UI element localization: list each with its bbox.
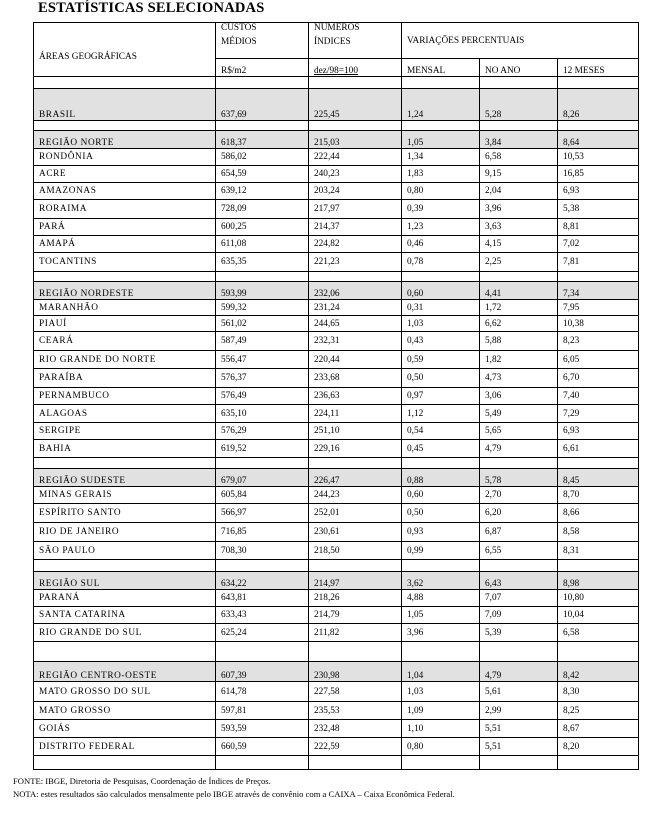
numero-indice-cell: 244,65 xyxy=(309,316,402,332)
separator-cell xyxy=(34,458,216,469)
state-row xyxy=(34,332,639,351)
variacao-no-ano-cell: 5,51 xyxy=(480,720,558,738)
separator-cell xyxy=(216,272,309,282)
separator-cell xyxy=(480,756,558,770)
footer-note: NOTA: estes resultados são calculados mensalmente pelo IBGE através de convênio com a CAIXA – Caixa Econômica Federal. xyxy=(13,789,455,799)
separator-row xyxy=(34,77,639,89)
area-name-cell: RIO GRANDE DO NORTE xyxy=(34,351,216,369)
separator-cell xyxy=(34,560,216,572)
custo-medio-cell: 597,81 xyxy=(216,702,309,720)
numero-indice-cell: 211,82 xyxy=(309,624,402,642)
variacao-no-ano-cell: 6,87 xyxy=(480,523,558,542)
custo-medio-cell: 716,85 xyxy=(216,523,309,542)
variacao-12-meses-cell: 8,81 xyxy=(558,219,639,236)
separator-row xyxy=(34,458,639,469)
variacao-12-meses-cell: 8,26 xyxy=(558,89,639,121)
variacao-no-ano-cell: 2,99 xyxy=(480,702,558,720)
numero-indice-cell: 232,06 xyxy=(309,282,402,300)
custo-medio-cell: 654,59 xyxy=(216,166,309,183)
document-title: ESTATÍSTICAS SELECIONADAS xyxy=(38,0,265,16)
variacao-12-meses-cell: 8,31 xyxy=(558,542,639,560)
variacao-mensal-cell: 0,50 xyxy=(402,369,480,388)
variacao-12-meses-cell: 10,38 xyxy=(558,316,639,332)
separator-cell xyxy=(309,77,402,89)
state-row xyxy=(34,590,639,607)
custo-medio-cell: 635,35 xyxy=(216,253,309,272)
variacao-mensal-cell: 1,83 xyxy=(402,166,480,183)
variacao-mensal-cell: 0,39 xyxy=(402,200,480,219)
custo-medio-cell: 576,29 xyxy=(216,423,309,440)
state-row xyxy=(34,682,639,702)
variacao-no-ano-cell: 9,15 xyxy=(480,166,558,183)
variacao-12-meses-cell: 8,45 xyxy=(558,469,639,487)
variacao-12-meses-cell: 6,61 xyxy=(558,440,639,458)
area-name-cell: PARÁ xyxy=(34,219,216,236)
areas-header: ÁREAS GEOGRÁFICAS xyxy=(34,23,216,77)
variacao-mensal-cell: 0,99 xyxy=(402,542,480,560)
custo-medio-cell: 600,25 xyxy=(216,219,309,236)
variacao-mensal-cell: 1,23 xyxy=(402,219,480,236)
separator-cell xyxy=(558,642,639,662)
region-row xyxy=(34,282,639,300)
footer-source: FONTE: IBGE, Diretoria de Pesquisas, Coordenação de Índices de Preços. xyxy=(13,776,271,786)
custo-medio-cell: 576,49 xyxy=(216,388,309,405)
separator-cell xyxy=(34,77,216,89)
custo-medio-cell: 637,69 xyxy=(216,89,309,121)
numero-indice-cell: 218,26 xyxy=(309,590,402,607)
variacao-12-meses-cell: 8,42 xyxy=(558,662,639,682)
variacao-mensal-cell: 0,45 xyxy=(402,440,480,458)
variacao-12-meses-cell: 8,20 xyxy=(558,738,639,756)
separator-cell xyxy=(309,272,402,282)
state-row xyxy=(34,236,639,253)
custo-medio-cell: 643,81 xyxy=(216,590,309,607)
variacao-mensal-cell: 0,80 xyxy=(402,183,480,200)
state-row xyxy=(34,351,639,369)
custo-medio-cell: 639,12 xyxy=(216,183,309,200)
custo-medio-cell: 607,39 xyxy=(216,662,309,682)
custo-medio-cell: 566,97 xyxy=(216,504,309,523)
variacao-mensal-cell: 0,78 xyxy=(402,253,480,272)
numeros-header-line1: NÚMEROS xyxy=(314,23,360,33)
area-name-cell: RIO GRANDE DO SUL xyxy=(34,624,216,642)
variacao-mensal-cell: 0,43 xyxy=(402,332,480,351)
variacao-12-meses-cell: 7,29 xyxy=(558,405,639,423)
variacao-mensal-cell: 4,88 xyxy=(402,590,480,607)
state-row xyxy=(34,523,639,542)
separator-cell xyxy=(480,272,558,282)
area-name-cell: MATO GROSSO DO SUL xyxy=(34,682,216,702)
numero-indice-cell: 214,79 xyxy=(309,607,402,624)
variacao-mensal-cell: 1,05 xyxy=(402,131,480,149)
variacao-mensal-cell: 1,03 xyxy=(402,316,480,332)
state-row xyxy=(34,388,639,405)
separator-cell xyxy=(309,121,402,131)
variacao-mensal-cell: 1,12 xyxy=(402,405,480,423)
separator-cell xyxy=(558,121,639,131)
variacao-12-meses-cell: 5,38 xyxy=(558,200,639,219)
custo-medio-cell: 587,49 xyxy=(216,332,309,351)
state-row xyxy=(34,702,639,720)
numero-indice-cell: 251,10 xyxy=(309,423,402,440)
variacao-mensal-cell: 0,46 xyxy=(402,236,480,253)
custo-medio-cell: 614,78 xyxy=(216,682,309,702)
area-name-cell: PIAUÍ xyxy=(34,316,216,332)
area-name-cell: REGIÃO SUL xyxy=(34,572,216,590)
state-row xyxy=(34,423,639,440)
region-row xyxy=(34,89,639,121)
area-name-cell: ESPÍRITO SANTO xyxy=(34,504,216,523)
area-name-cell: REGIÃO CENTRO-OESTE xyxy=(34,662,216,682)
separator-row xyxy=(34,756,639,770)
variacao-12-meses-cell: 8,98 xyxy=(558,572,639,590)
variacao-12-meses-cell: 8,70 xyxy=(558,487,639,504)
separator-cell xyxy=(558,272,639,282)
variacao-no-ano-cell: 2,25 xyxy=(480,253,558,272)
separator-cell xyxy=(34,756,216,770)
unit-custos: R$/m2 xyxy=(216,59,309,77)
area-name-cell: BAHIA xyxy=(34,440,216,458)
variacao-mensal-cell: 3,96 xyxy=(402,624,480,642)
area-name-cell: BRASIL xyxy=(34,89,216,121)
numero-indice-cell: 224,82 xyxy=(309,236,402,253)
table-header-row xyxy=(34,23,639,59)
numero-indice-cell: 217,97 xyxy=(309,200,402,219)
numero-indice-cell: 235,53 xyxy=(309,702,402,720)
numero-indice-cell: 232,31 xyxy=(309,332,402,351)
numero-indice-cell: 229,16 xyxy=(309,440,402,458)
numero-indice-cell: 252,01 xyxy=(309,504,402,523)
state-row xyxy=(34,738,639,756)
separator-cell xyxy=(480,77,558,89)
variacao-mensal-cell: 1,24 xyxy=(402,89,480,121)
custo-medio-cell: 599,32 xyxy=(216,300,309,316)
variacao-mensal-cell: 0,50 xyxy=(402,504,480,523)
variacao-no-ano-cell: 1,82 xyxy=(480,351,558,369)
variacao-no-ano-cell: 6,43 xyxy=(480,572,558,590)
numero-indice-cell: 218,50 xyxy=(309,542,402,560)
custo-medio-cell: 635,10 xyxy=(216,405,309,423)
separator-cell xyxy=(558,77,639,89)
custo-medio-cell: 634,22 xyxy=(216,572,309,590)
area-name-cell: MINAS GERAIS xyxy=(34,487,216,504)
numeros-header xyxy=(309,23,402,59)
area-name-cell: AMAPÁ xyxy=(34,236,216,253)
custo-medio-cell: 586,02 xyxy=(216,149,309,166)
area-name-cell: MARANHÃO xyxy=(34,300,216,316)
variacao-mensal-cell: 0,88 xyxy=(402,469,480,487)
variacao-mensal-cell: 0,80 xyxy=(402,738,480,756)
variacao-12-meses-cell: 8,30 xyxy=(558,682,639,702)
numero-indice-cell: 230,98 xyxy=(309,662,402,682)
variacao-mensal-cell: 0,54 xyxy=(402,423,480,440)
numero-indice-cell: 230,61 xyxy=(309,523,402,542)
custo-medio-cell: 633,43 xyxy=(216,607,309,624)
numero-indice-cell: 236,63 xyxy=(309,388,402,405)
mensal-header: MENSAL xyxy=(402,59,480,77)
variacao-no-ano-cell: 5,78 xyxy=(480,469,558,487)
separator-cell xyxy=(216,756,309,770)
variacao-12-meses-cell: 6,93 xyxy=(558,423,639,440)
state-row xyxy=(34,504,639,523)
numero-indice-cell: 215,03 xyxy=(309,131,402,149)
custo-medio-cell: 593,99 xyxy=(216,282,309,300)
numero-indice-cell: 225,45 xyxy=(309,89,402,121)
variacao-12-meses-cell: 8,25 xyxy=(558,702,639,720)
variacao-12-meses-cell: 8,67 xyxy=(558,720,639,738)
numero-indice-cell: 233,68 xyxy=(309,369,402,388)
state-row xyxy=(34,440,639,458)
area-name-cell: REGIÃO SUDESTE xyxy=(34,469,216,487)
custo-medio-cell: 605,84 xyxy=(216,487,309,504)
custo-medio-cell: 561,02 xyxy=(216,316,309,332)
variacao-no-ano-cell: 5,61 xyxy=(480,682,558,702)
numero-indice-cell: 226,47 xyxy=(309,469,402,487)
custo-medio-cell: 593,59 xyxy=(216,720,309,738)
variacao-12-meses-cell: 16,85 xyxy=(558,166,639,183)
separator-cell xyxy=(216,121,309,131)
variacao-no-ano-cell: 5,39 xyxy=(480,624,558,642)
area-name-cell: ACRE xyxy=(34,166,216,183)
numero-indice-cell: 221,23 xyxy=(309,253,402,272)
state-row xyxy=(34,300,639,316)
area-name-cell: RORAIMA xyxy=(34,200,216,219)
area-name-cell: REGIÃO NORDESTE xyxy=(34,282,216,300)
variacao-12-meses-cell: 7,02 xyxy=(558,236,639,253)
separator-cell xyxy=(34,121,216,131)
custos-header xyxy=(216,23,309,59)
variacao-no-ano-cell: 3,84 xyxy=(480,131,558,149)
variacao-no-ano-cell: 6,58 xyxy=(480,149,558,166)
area-name-cell: SÃO PAULO xyxy=(34,542,216,560)
area-name-cell: SERGIPE xyxy=(34,423,216,440)
area-name-cell: TOCANTINS xyxy=(34,253,216,272)
numero-indice-cell: 244,23 xyxy=(309,487,402,504)
variacao-12-meses-cell: 8,23 xyxy=(558,332,639,351)
custo-medio-cell: 576,37 xyxy=(216,369,309,388)
variacao-no-ano-cell: 6,20 xyxy=(480,504,558,523)
state-row xyxy=(34,607,639,624)
area-name-cell: SANTA CATARINA xyxy=(34,607,216,624)
variacoes-header: VARIAÇÕES PERCENTUAIS xyxy=(402,23,639,59)
variacao-mensal-cell: 1,03 xyxy=(402,682,480,702)
separator-cell xyxy=(558,458,639,469)
state-row xyxy=(34,369,639,388)
variacao-mensal-cell: 3,62 xyxy=(402,572,480,590)
separator-cell xyxy=(34,642,216,662)
numero-indice-cell: 222,59 xyxy=(309,738,402,756)
area-name-cell: CEARÁ xyxy=(34,332,216,351)
state-row xyxy=(34,316,639,332)
variacao-mensal-cell: 0,59 xyxy=(402,351,480,369)
variacao-no-ano-cell: 5,49 xyxy=(480,405,558,423)
variacao-mensal-cell: 1,05 xyxy=(402,607,480,624)
variacao-mensal-cell: 1,09 xyxy=(402,702,480,720)
area-name-cell: ALAGOAS xyxy=(34,405,216,423)
separator-row xyxy=(34,121,639,131)
state-row xyxy=(34,542,639,560)
doze-meses-header: 12 MESES xyxy=(558,59,639,77)
area-name-cell: GOIÁS xyxy=(34,720,216,738)
custo-medio-cell: 660,59 xyxy=(216,738,309,756)
variacao-mensal-cell: 1,04 xyxy=(402,662,480,682)
area-name-cell: PARAÍBA xyxy=(34,369,216,388)
variacao-12-meses-cell: 6,93 xyxy=(558,183,639,200)
variacao-no-ano-cell: 5,28 xyxy=(480,89,558,121)
state-row xyxy=(34,487,639,504)
variacao-no-ano-cell: 3,96 xyxy=(480,200,558,219)
variacao-12-meses-cell: 7,95 xyxy=(558,300,639,316)
numero-indice-cell: 224,11 xyxy=(309,405,402,423)
variacao-no-ano-cell: 4,41 xyxy=(480,282,558,300)
variacao-12-meses-cell: 7,34 xyxy=(558,282,639,300)
separator-cell xyxy=(480,642,558,662)
variacao-12-meses-cell: 8,66 xyxy=(558,504,639,523)
separator-cell xyxy=(480,560,558,572)
custo-medio-cell: 556,47 xyxy=(216,351,309,369)
separator-row xyxy=(34,642,639,662)
variacao-no-ano-cell: 6,55 xyxy=(480,542,558,560)
area-name-cell: RONDÔNIA xyxy=(34,149,216,166)
variacao-no-ano-cell: 4,79 xyxy=(480,440,558,458)
custo-medio-cell: 611,08 xyxy=(216,236,309,253)
region-row xyxy=(34,662,639,682)
separator-cell xyxy=(402,756,480,770)
custos-header-line2: MÉDIOS xyxy=(221,37,257,47)
custo-medio-cell: 618,37 xyxy=(216,131,309,149)
variacao-no-ano-cell: 6,62 xyxy=(480,316,558,332)
variacao-mensal-cell: 0,93 xyxy=(402,523,480,542)
separator-row xyxy=(34,560,639,572)
custo-medio-cell: 708,30 xyxy=(216,542,309,560)
statistics-table xyxy=(33,22,639,770)
variacao-12-meses-cell: 6,05 xyxy=(558,351,639,369)
separator-cell xyxy=(309,756,402,770)
separator-cell xyxy=(309,642,402,662)
variacao-no-ano-cell: 2,70 xyxy=(480,487,558,504)
separator-cell xyxy=(402,642,480,662)
numeros-header-line2: ÍNDICES xyxy=(314,37,351,47)
separator-cell xyxy=(34,272,216,282)
state-row xyxy=(34,219,639,236)
variacao-12-meses-cell: 8,64 xyxy=(558,131,639,149)
variacao-12-meses-cell: 10,53 xyxy=(558,149,639,166)
area-name-cell: AMAZONAS xyxy=(34,183,216,200)
separator-cell xyxy=(216,560,309,572)
variacao-no-ano-cell: 4,15 xyxy=(480,236,558,253)
separator-cell xyxy=(309,458,402,469)
separator-cell xyxy=(216,77,309,89)
area-name-cell: DISTRITO FEDERAL xyxy=(34,738,216,756)
variacao-no-ano-cell: 2,04 xyxy=(480,183,558,200)
separator-cell xyxy=(402,458,480,469)
custo-medio-cell: 679,07 xyxy=(216,469,309,487)
variacao-mensal-cell: 0,60 xyxy=(402,487,480,504)
region-row xyxy=(34,469,639,487)
area-name-cell: PARANÁ xyxy=(34,590,216,607)
area-name-cell: REGIÃO NORTE xyxy=(34,131,216,149)
separator-cell xyxy=(402,272,480,282)
variacao-mensal-cell: 0,97 xyxy=(402,388,480,405)
separator-cell xyxy=(558,756,639,770)
area-name-cell: MATO GROSSO xyxy=(34,702,216,720)
custos-header-line1: CUSTOS xyxy=(221,23,257,33)
numero-indice-cell: 227,58 xyxy=(309,682,402,702)
numero-indice-cell: 220,44 xyxy=(309,351,402,369)
variacao-mensal-cell: 0,31 xyxy=(402,300,480,316)
variacao-12-meses-cell: 6,70 xyxy=(558,369,639,388)
variacao-12-meses-cell: 6,58 xyxy=(558,624,639,642)
variacao-12-meses-cell: 7,81 xyxy=(558,253,639,272)
numero-indice-cell: 232,48 xyxy=(309,720,402,738)
separator-cell xyxy=(480,458,558,469)
variacao-mensal-cell: 1,34 xyxy=(402,149,480,166)
state-row xyxy=(34,183,639,200)
region-row xyxy=(34,572,639,590)
variacao-12-meses-cell: 8,58 xyxy=(558,523,639,542)
numero-indice-cell: 214,97 xyxy=(309,572,402,590)
separator-cell xyxy=(216,642,309,662)
variacao-no-ano-cell: 4,73 xyxy=(480,369,558,388)
numero-indice-cell: 231,24 xyxy=(309,300,402,316)
separator-cell xyxy=(480,121,558,131)
state-row xyxy=(34,624,639,642)
state-row xyxy=(34,405,639,423)
custo-medio-cell: 728,09 xyxy=(216,200,309,219)
no-ano-header: NO ANO xyxy=(480,59,558,77)
separator-cell xyxy=(558,560,639,572)
variacao-12-meses-cell: 10,80 xyxy=(558,590,639,607)
variacao-mensal-cell: 0,60 xyxy=(402,282,480,300)
area-name-cell: RIO DE JANEIRO xyxy=(34,523,216,542)
state-row xyxy=(34,149,639,166)
separator-row xyxy=(34,272,639,282)
custo-medio-cell: 625,24 xyxy=(216,624,309,642)
state-row xyxy=(34,200,639,219)
variacao-no-ano-cell: 5,65 xyxy=(480,423,558,440)
state-row xyxy=(34,253,639,272)
variacao-no-ano-cell: 1,72 xyxy=(480,300,558,316)
numero-indice-cell: 203,24 xyxy=(309,183,402,200)
separator-cell xyxy=(402,560,480,572)
area-name-cell: PERNAMBUCO xyxy=(34,388,216,405)
variacao-no-ano-cell: 3,06 xyxy=(480,388,558,405)
numero-indice-cell: 222,44 xyxy=(309,149,402,166)
separator-cell xyxy=(402,77,480,89)
numero-indice-cell: 240,23 xyxy=(309,166,402,183)
variacao-no-ano-cell: 5,88 xyxy=(480,332,558,351)
region-row xyxy=(34,131,639,149)
variacao-no-ano-cell: 3,63 xyxy=(480,219,558,236)
custo-medio-cell: 619,52 xyxy=(216,440,309,458)
unit-indices: dez/98=100 xyxy=(309,59,402,77)
separator-cell xyxy=(402,121,480,131)
numero-indice-cell: 214,37 xyxy=(309,219,402,236)
variacao-no-ano-cell: 7,09 xyxy=(480,607,558,624)
variacao-12-meses-cell: 10,04 xyxy=(558,607,639,624)
variacao-mensal-cell: 1,10 xyxy=(402,720,480,738)
variacao-no-ano-cell: 4,79 xyxy=(480,662,558,682)
variacao-no-ano-cell: 5,51 xyxy=(480,738,558,756)
state-row xyxy=(34,166,639,183)
variacao-12-meses-cell: 7,40 xyxy=(558,388,639,405)
separator-cell xyxy=(309,560,402,572)
state-row xyxy=(34,720,639,738)
variacao-no-ano-cell: 7,07 xyxy=(480,590,558,607)
separator-cell xyxy=(216,458,309,469)
